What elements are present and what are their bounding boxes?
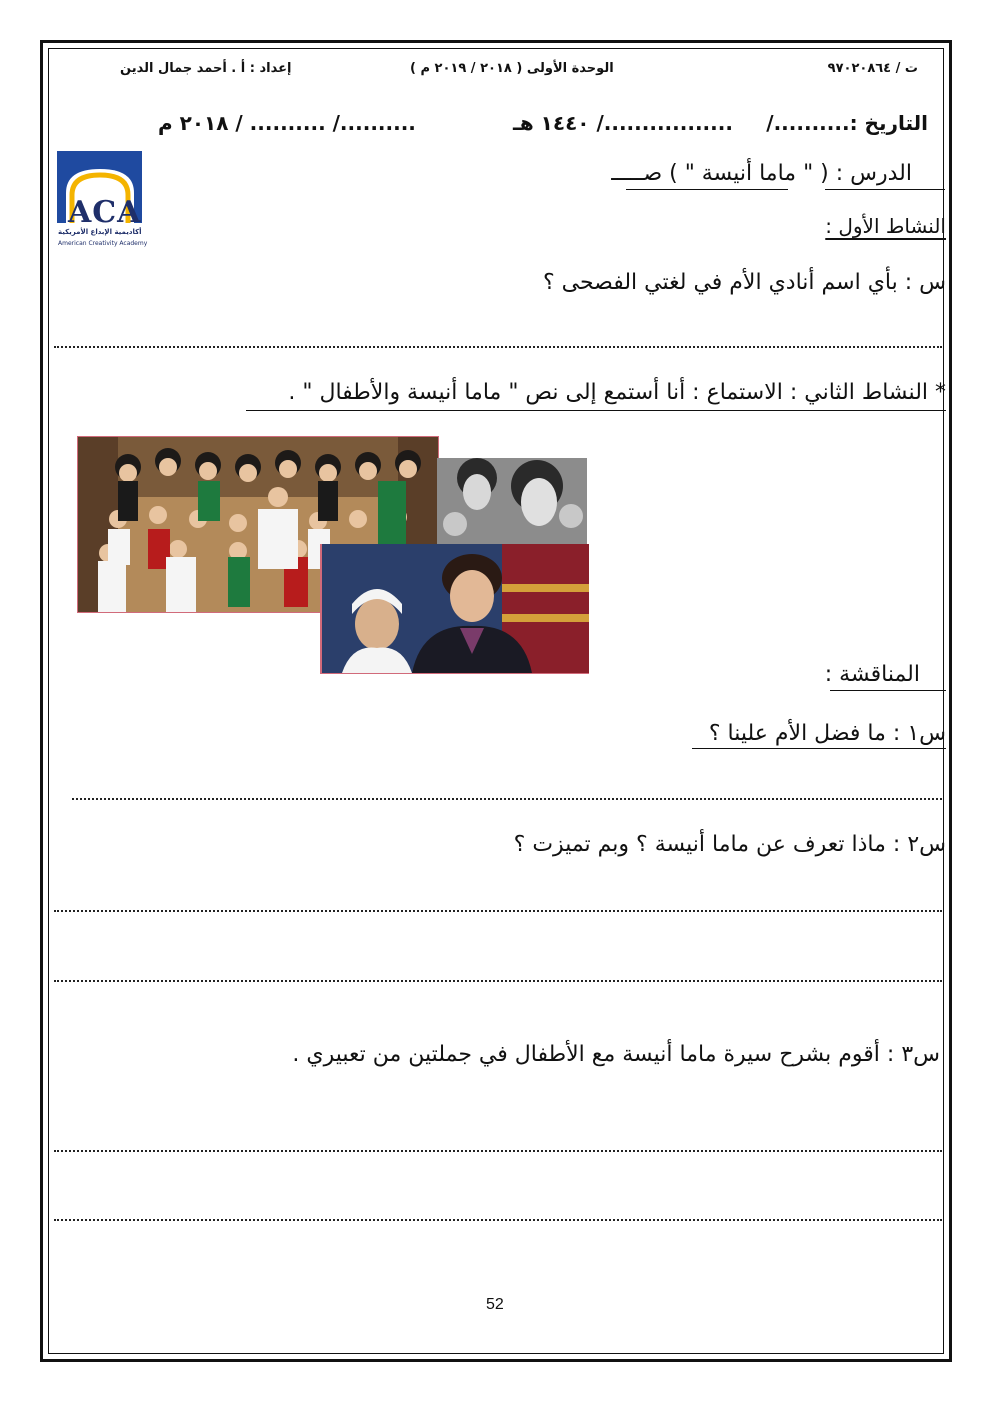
header-phone: ت / ٩٧٠٢٠٨٦٤: [827, 61, 918, 76]
logo-subtitle-ar: أكاديمية الإبداع الأمريكية: [58, 228, 142, 236]
question-1-underline: [692, 748, 946, 749]
question-2: س٢ : ماذا تعرف عن ماما أنيسة ؟ وبم تميزت ؟: [513, 832, 946, 857]
page-number: 52: [486, 1296, 504, 1313]
date-label: التاريخ :........../: [766, 111, 928, 135]
logo-text: ACA: [68, 195, 142, 230]
vintage-portrait-illustration: [437, 458, 587, 544]
answer-line[interactable]: [54, 1219, 942, 1221]
question-1: س١ : ما فضل الأم علينا ؟: [708, 721, 946, 746]
activity1-question: س : بأي اسم أنادي الأم في لغتي الفصحى ؟: [542, 270, 946, 295]
header-unit: الوحدة الأولى ( ٢٠١٨ / ٢٠١٩ م ): [410, 61, 614, 76]
lesson-underline-blank: [626, 189, 788, 190]
answer-line[interactable]: [54, 910, 942, 912]
date-hijri: ................./ ١٤٤٠ هـ: [513, 111, 733, 135]
date-gregorian: ........../ .......... / ٢٠١٨ م: [158, 111, 416, 135]
aca-logo: [56, 151, 186, 255]
lesson-title: الدرس : ( " ماما أنيسة " ) صـــــ: [611, 161, 912, 186]
answer-line[interactable]: [72, 798, 942, 800]
answer-line[interactable]: [54, 346, 942, 348]
photo-mama-anisa: [320, 544, 589, 674]
answer-line[interactable]: [54, 980, 942, 982]
logo-subtitle-en: American Creativity Academy: [58, 240, 148, 247]
activity1-title: النشاط الأول :: [825, 214, 946, 238]
lesson-underline-label: [825, 189, 945, 190]
header-author: إعداد : أ . أحمد جمال الدين: [120, 61, 292, 76]
discussion-title: المناقشة :: [824, 662, 920, 687]
photo-vintage-portrait: [437, 458, 587, 544]
question-3: س٣ : أقوم بشرح سيرة ماما أنيسة مع الأطفال في جملتين من تعبيري .: [292, 1042, 940, 1067]
activity2-underline: [246, 410, 946, 411]
discussion-underline: [830, 690, 946, 691]
mama-anisa-illustration: [322, 544, 589, 673]
activity2-title: * النشاط الثاني : الاستماع : أنا أستمع إلى نص " ماما أنيسة والأطفال " .: [288, 380, 946, 405]
answer-line[interactable]: [54, 1150, 942, 1152]
